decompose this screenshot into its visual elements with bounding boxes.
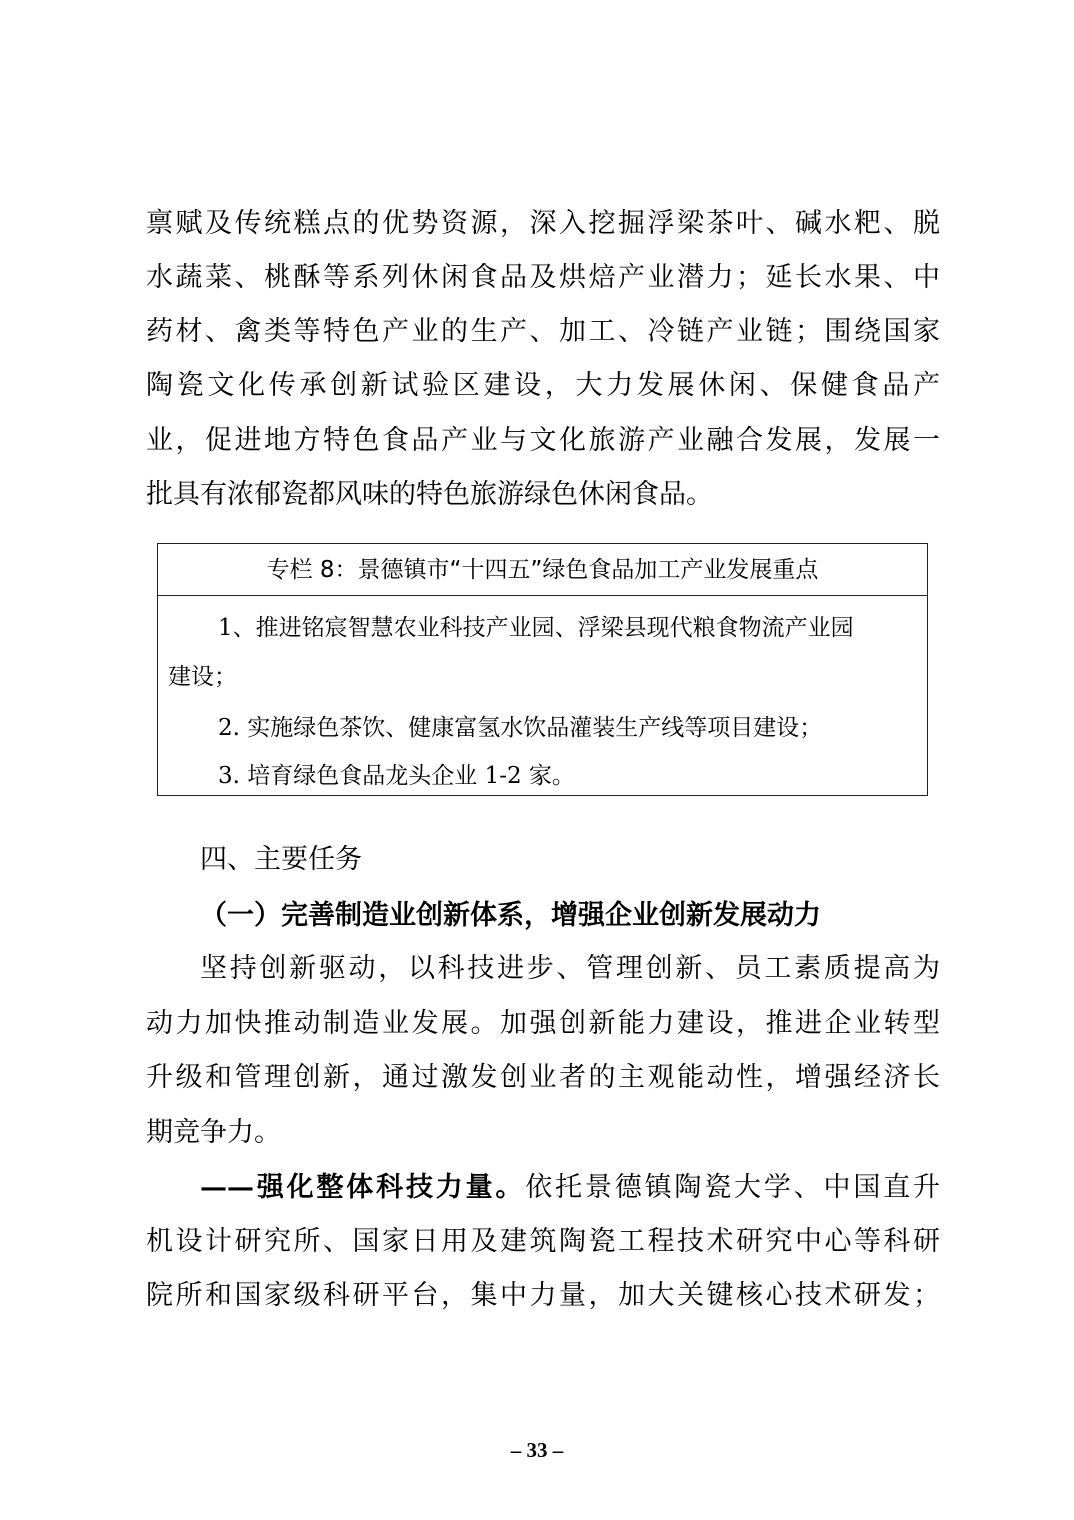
paragraph-line: 药材、禽类等特色产业的生产、加工、冷链产业链；围绕国家 xyxy=(146,316,940,347)
paragraph-line: 机设计研究所、国家日用及建筑陶瓷工程技术研究中心等科研 xyxy=(146,1226,940,1257)
box-item-1: 1、推进铭宸智慧农业科技产业园、浮梁县现代粮食物流产业园 xyxy=(218,615,854,641)
paragraph-line: 坚持创新驱动，以科技进步、管理创新、员工素质提高为 xyxy=(200,953,940,984)
highlight-box xyxy=(157,543,928,796)
paragraph-line: 水蔬菜、桃酥等系列休闲食品及烘焙产业潜力；延长水果、中 xyxy=(146,262,940,293)
box-title: 专栏 8：景德镇市“十四五”绿色食品加工产业发展重点 xyxy=(158,544,927,596)
paragraph-line: 业，促进地方特色食品产业与文化旅游产业融合发展，发展一 xyxy=(146,425,940,456)
box-item-3: 3. 培育绿色食品龙头企业 1-2 家。 xyxy=(218,763,575,789)
paragraph-line: 批具有浓郁瓷都风味的特色旅游绿色休闲食品。 xyxy=(146,479,713,510)
page-number: – 33 – xyxy=(510,1438,564,1462)
paragraph-line: 禀赋及传统糕点的优势资源，深入挖掘浮梁茶叶、碱水粑、脱 xyxy=(146,208,940,239)
bold-lead: ——强化整体科技力量。 xyxy=(200,1172,526,1203)
section-heading: 四、主要任务 xyxy=(200,844,362,875)
box-item-1-cont: 建设； xyxy=(168,664,237,690)
paragraph-line: 期竞争力。 xyxy=(146,1117,281,1148)
paragraph-line: 升级和管理创新，通过激发创业者的主观能动性，增强经济长 xyxy=(146,1062,940,1093)
lead-rest: 依托景德镇陶瓷大学、中国直升 xyxy=(525,1172,941,1203)
section-subheading: （一）完善制造业创新体系，增强企业创新发展动力 xyxy=(200,900,821,931)
paragraph-line: 陶瓷文化传承创新试验区建设，大力发展休闲、保健食品产 xyxy=(146,370,940,401)
box-item-2: 2. 实施绿色茶饮、健康富氢水饮品灌装生产线等项目建设； xyxy=(218,715,823,741)
paragraph-line xyxy=(200,1168,940,1208)
paragraph-line: 院所和国家级科研平台，集中力量，加大关键核心技术研发； xyxy=(146,1280,940,1311)
paragraph-line: 动力加快推动制造业发展。加强创新能力建设，推进企业转型 xyxy=(146,1008,940,1039)
